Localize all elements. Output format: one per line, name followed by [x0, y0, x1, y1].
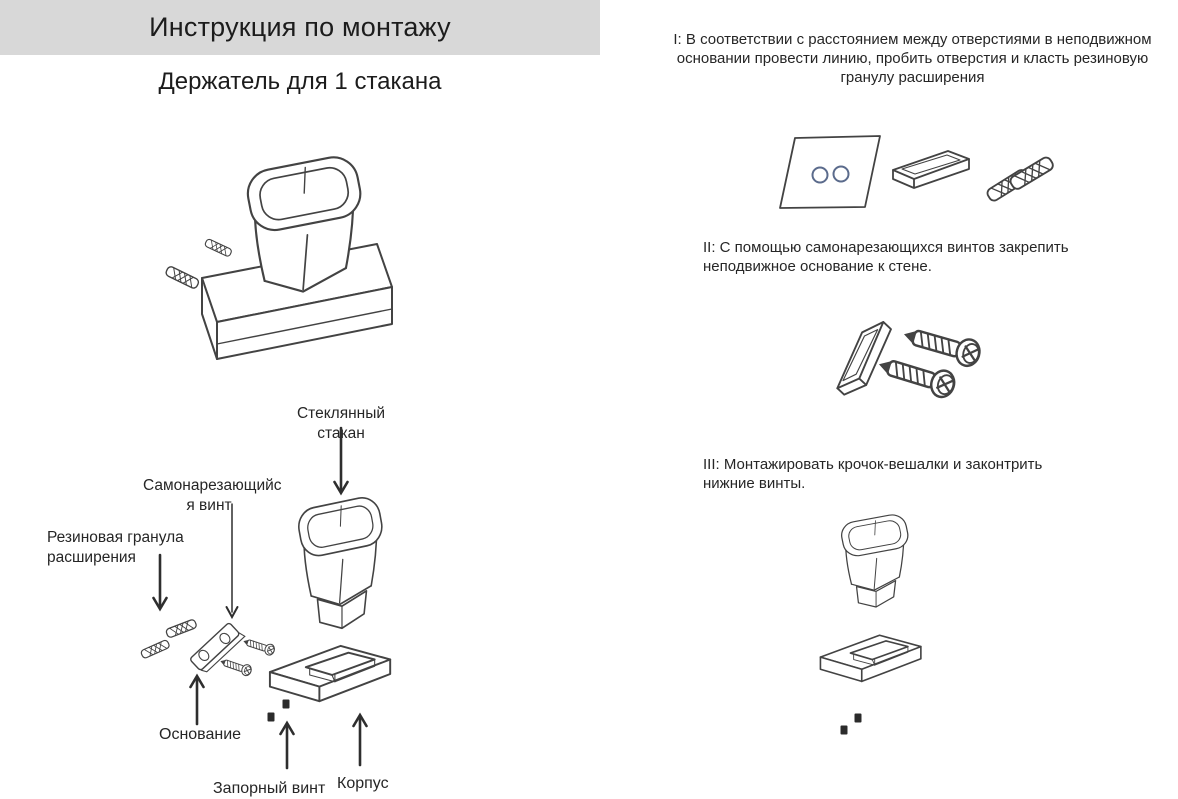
label-glass-cup: Стеклянный стакан: [296, 405, 386, 442]
self-tapping-screw: [219, 656, 253, 677]
step-1-text: I: В соответствии с расстоянием между отверстиями в неподвижном основании провести линию, пробить отверстия и класть резиновую гранулу расширения: [673, 31, 1152, 86]
step-3-drawing: [808, 503, 1018, 743]
set-screw: [283, 700, 290, 709]
arrow-to-body: [350, 711, 370, 769]
arrow-to-base: [187, 672, 207, 728]
self-tapping-screw: [900, 321, 982, 368]
label-locking-screw: Запорный винт: [213, 780, 326, 797]
wall-screw: [165, 266, 200, 290]
holder-body: [270, 646, 390, 701]
step-2-drawing: [795, 296, 1055, 426]
label-body: Корпус: [337, 775, 389, 792]
header-bar: [0, 0, 600, 55]
mounting-frame: [823, 316, 906, 401]
rubber-dowel: [165, 619, 197, 638]
label-rubber-granule: Резиновая гранула расширения: [47, 529, 184, 566]
arrow-to-set-screw: [277, 719, 297, 772]
wall-screw: [204, 238, 232, 257]
set-screw: [268, 713, 275, 722]
step-1-drawing: [775, 120, 1075, 235]
glass-cup: [839, 513, 910, 607]
assembled-holder-drawing: [140, 130, 440, 392]
step-2-text: II: С помощью самонарезающихся винтов закрепить неподвижное основание к стене.: [703, 239, 1069, 275]
wall-plate: [780, 136, 880, 208]
page-title: Инструкция по монтажу: [149, 12, 451, 42]
arrow-to-glass-cup: [331, 424, 351, 498]
glass-cup: [296, 494, 385, 628]
arrow-to-rubber-granule: [150, 551, 170, 613]
product-subtitle: Держатель для 1 стакана: [158, 68, 442, 95]
holder-body: [820, 635, 920, 681]
label-self-tapping-screw: Самонарезающийс я винт: [143, 477, 282, 514]
self-tapping-screw: [242, 636, 276, 656]
mounting-frame: [893, 151, 969, 188]
set-screw: [855, 714, 862, 723]
label-base: Основание: [159, 726, 242, 743]
self-tapping-screw: [875, 352, 957, 400]
arrow-to-self-tapping-screw: [222, 500, 242, 622]
rubber-dowel: [140, 639, 170, 659]
step-3-text: III: Монтажировать крочок-вешалки и законтрить нижние винты.: [703, 456, 1043, 492]
set-screw: [841, 726, 848, 735]
